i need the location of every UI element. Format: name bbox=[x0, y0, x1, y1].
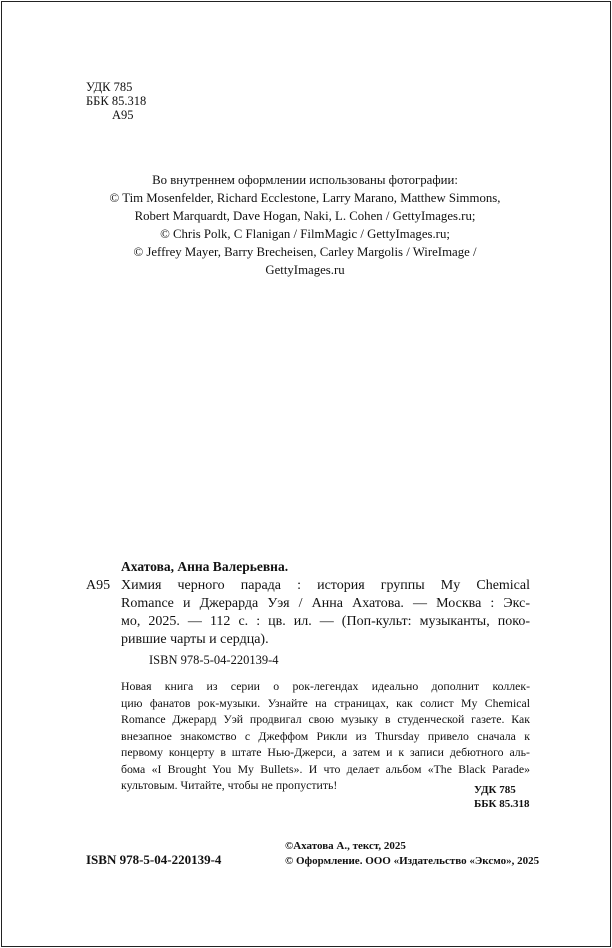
photo-credits-line: © Jeffrey Mayer, Barry Brecheisen, Carley Margolis / WireImage / bbox=[133, 245, 477, 259]
photo-credits-line: Robert Marquardt, Dave Hogan, Naki, L. Cohen / GettyImages.ru; bbox=[134, 209, 476, 223]
description-line: Химия черного парада : история группы My Chemical bbox=[121, 578, 530, 593]
copyright-design: © Оформление. ООО «Издательство «Эксмо», 2025 bbox=[285, 855, 540, 867]
description-line: мо, 2025. — 112 с. : цв. ил. — (Поп-культ: музыканты, поко- bbox=[121, 614, 530, 629]
photo-credits-line: © Chris Polk, C Flanigan / FilmMagic / GettyImages.ru; bbox=[160, 227, 450, 241]
record-author-mark: А95 bbox=[86, 578, 111, 593]
udk-code: УДК 785 bbox=[86, 80, 133, 94]
annotation-line: культовым. Читайте, чтобы не пропустить! bbox=[121, 778, 338, 792]
bbk-code: ББК 85.318 bbox=[86, 94, 147, 108]
bottom-bbk-code: ББК 85.318 bbox=[474, 798, 530, 810]
annotation bbox=[121, 678, 530, 794]
photo-credits-line: Во внутреннем оформлении использованы фотографии: bbox=[152, 173, 458, 187]
author-heading: Ахатова, Анна Валерьевна. bbox=[121, 559, 289, 574]
photo-credits bbox=[70, 171, 540, 279]
annotation-line: цию фанатов рок-музыки. Узнайте на страницах, как солист My Chemical bbox=[121, 695, 530, 710]
footer-isbn: ISBN 978-5-04-220139-4 bbox=[86, 852, 222, 867]
annotation-line: бома «I Brought You My Bullets». И что делает альбом «The Black Parade» bbox=[121, 761, 530, 776]
annotation-line: Новая книга из серии о рок-легендах идеально дополнит коллек- bbox=[121, 679, 530, 693]
description-line: Romance и Джерарда Уэя / Анна Ахатова. — Москва : Экс- bbox=[121, 596, 530, 611]
photo-credits-line: GettyImages.ru bbox=[265, 263, 345, 277]
annotation-line: Romance Джерард Уэй продвигал свою музыку в студенческой газете. Как bbox=[121, 712, 530, 726]
record-isbn: ISBN 978-5-04-220139-4 bbox=[149, 653, 279, 667]
author-mark: А95 bbox=[112, 108, 134, 122]
bottom-udk-code: УДК 785 bbox=[474, 784, 516, 796]
photo-credits-line: © Tim Mosenfelder, Richard Ecclestone, Larry Marano, Matthew Simmons, bbox=[109, 191, 501, 205]
annotation-line: первому концерту в штате Нью-Джерси, а затем и к записи дебютного аль- bbox=[121, 745, 530, 759]
bibliographic-description bbox=[121, 577, 530, 649]
copyright-text: ©Ахатова А., текст, 2025 bbox=[285, 840, 406, 852]
annotation-line: внезапное знакомство с Джеффом Рикли из Thursday привело сначала к bbox=[121, 728, 530, 743]
description-line: рившие чарты и сердца). bbox=[121, 632, 269, 647]
